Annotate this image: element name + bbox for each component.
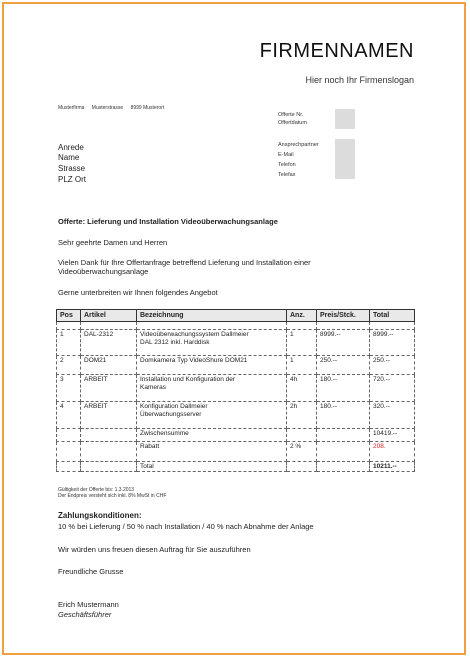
sender-street: Musterstrasse xyxy=(91,105,124,111)
row-unit-price: 250.-- xyxy=(317,356,370,375)
table-row xyxy=(57,402,415,429)
row-total: 250.-- xyxy=(370,356,415,375)
table-row xyxy=(57,330,415,356)
recipient-name: Name xyxy=(58,153,80,162)
company-slogan: Hier noch Ihr Firmenslogan xyxy=(305,75,414,85)
payment-conditions-title: Zahlungskonditionen: xyxy=(58,511,142,520)
letter-subject: Offerte: Lieferung und Installation Videoüberwachungsanlage xyxy=(58,217,278,226)
recipient-city: PLZ Ort xyxy=(58,175,87,184)
row-article: DAL-2312 xyxy=(81,330,137,356)
header-description: Bezeichnung xyxy=(137,310,287,322)
table-row xyxy=(57,356,415,375)
header-unit-price: Preis/Stck. xyxy=(317,310,370,322)
row-unit-price: 180.-- xyxy=(317,375,370,402)
row-article: DOM21 xyxy=(81,356,137,375)
grand-total: 10211.-- xyxy=(370,462,415,472)
discount-row xyxy=(57,442,415,462)
row-description: Videoüberwachungssystem Dallmeier DAL 2312 inkl. Harddisk xyxy=(137,330,287,356)
contact-meta-box xyxy=(335,139,355,179)
header-pos: Pos xyxy=(57,310,81,322)
row-pos: 4 xyxy=(57,402,81,429)
payment-conditions-text: 10 % bei Lieferung / 50 % nach Installation / 40 % nach Abnahme der Anlage xyxy=(58,522,314,531)
row-total: 8999.-- xyxy=(370,330,415,356)
header-article: Artikel xyxy=(81,310,137,322)
header-quantity: Anz. xyxy=(287,310,317,322)
row-pos: 2 xyxy=(57,356,81,375)
email-label: E-Mail xyxy=(278,152,294,158)
intro-line-2: Videoüberwachungsanlage xyxy=(58,267,149,276)
row-quantity: 2h xyxy=(287,402,317,429)
discount-label: Rabatt xyxy=(137,442,287,462)
intro-line-1: Vielen Dank für Ihre Offertanfrage betreffend Lieferung und Installation einer xyxy=(58,258,311,267)
greeting: Sehr geehrte Damen und Herren xyxy=(58,238,168,247)
row-description: Installation und Konfiguration der Kameras xyxy=(137,375,287,402)
subtotal-value: 10419.-- xyxy=(370,429,415,442)
row-total: 720.-- xyxy=(370,375,415,402)
sender-company: Musterfirma xyxy=(58,105,85,111)
company-name: FIRMENNAMEN xyxy=(259,40,414,62)
recipient-salutation: Anrede xyxy=(58,143,84,152)
total-row xyxy=(57,462,415,472)
discount-percent: 2 % xyxy=(287,442,317,462)
row-description: Konfiguration Dallmeier Überwachungsserver xyxy=(137,402,287,429)
sender-city: 8999 Musterort xyxy=(130,105,165,111)
subtotal-row xyxy=(57,429,415,442)
fax-label: Telefax xyxy=(278,172,296,178)
validity-note: Gültigkeit der Offerte bis: 1.3.2013 xyxy=(58,487,135,493)
subtotal-label: Zwischensumme xyxy=(137,429,287,442)
signature-name: Erich Mustermann xyxy=(58,600,119,609)
contact-person-label: Ansprechpartner xyxy=(278,142,319,148)
items-table xyxy=(56,309,415,472)
row-article: ARBEIT xyxy=(81,375,137,402)
row-quantity: 4h xyxy=(287,375,317,402)
row-article: ARBEIT xyxy=(81,402,137,429)
sender-line xyxy=(58,105,170,111)
total-label: Total xyxy=(137,462,287,472)
row-pos: 1 xyxy=(57,330,81,356)
offer-number-label: Offerte Nr. xyxy=(278,112,304,118)
closing-sentence: Wir würden uns freuen diesen Auftrag für Sie auszuführen xyxy=(58,545,251,554)
table-row xyxy=(57,375,415,402)
row-quantity: 1 xyxy=(287,330,317,356)
row-description: Domkamera Typ VideoShure DOM21 xyxy=(137,356,287,375)
closing-greeting: Freundliche Grusse xyxy=(58,567,124,576)
header-total: Total xyxy=(370,310,415,322)
recipient-street: Strasse xyxy=(58,164,86,173)
phone-label: Telefon xyxy=(278,162,296,168)
signature-title: Geschäftsführer xyxy=(58,610,112,619)
table-header-row xyxy=(57,310,415,322)
offer-date-label: Offertdatum xyxy=(278,120,307,126)
row-pos: 3 xyxy=(57,375,81,402)
row-total: 320.-- xyxy=(370,402,415,429)
discount-value: 208. xyxy=(370,442,415,462)
row-unit-price: 8999.-- xyxy=(317,330,370,356)
table-row xyxy=(57,322,415,330)
vat-note: Der Endpreis versteht sich inkl. 8% MwSt in CHF xyxy=(58,493,167,499)
row-quantity: 1 xyxy=(287,356,317,375)
offer-line: Gerne unterbreiten wir Ihnen folgendes Angebot xyxy=(58,288,218,297)
row-unit-price: 180.-- xyxy=(317,402,370,429)
offer-meta-box xyxy=(335,109,355,129)
